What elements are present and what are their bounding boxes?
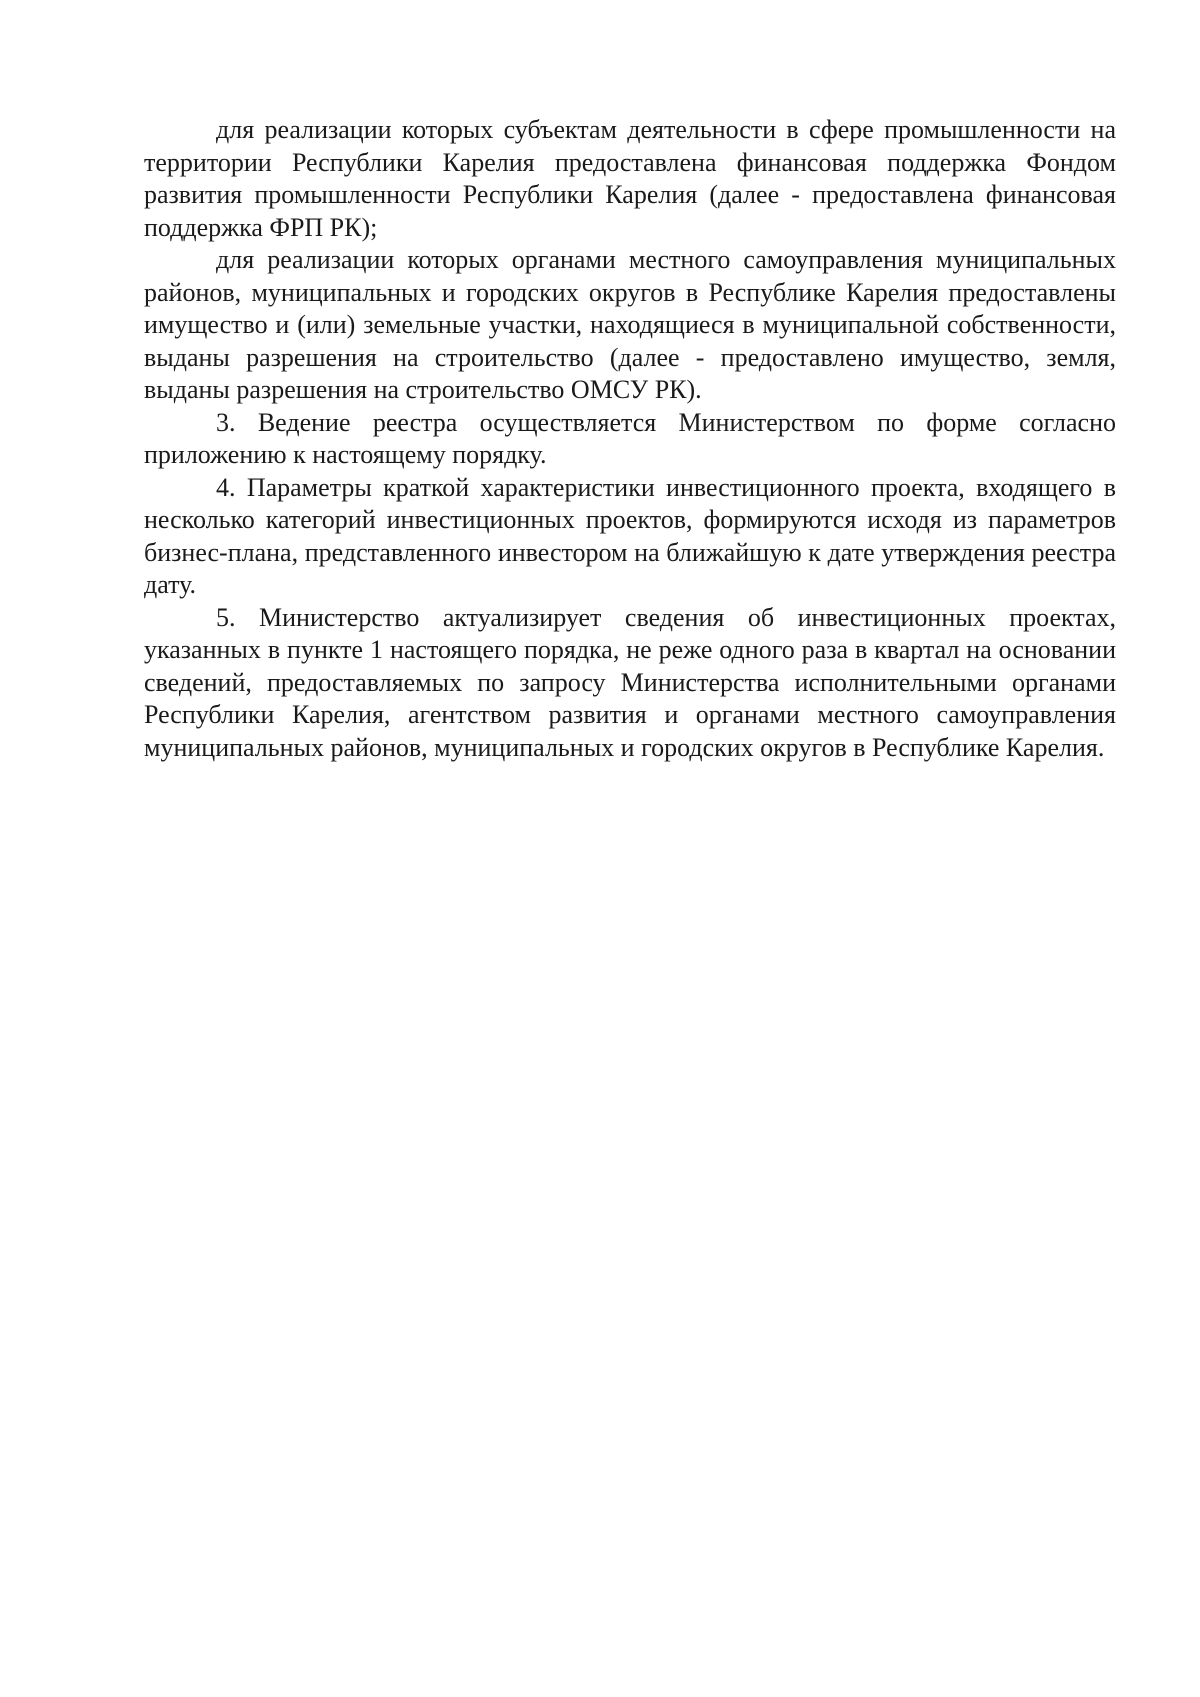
paragraph-item-3: 3. Ведение реестра осуществляется Министерством по форме согласно приложению к настоящему порядку. <box>144 407 1116 469</box>
paragraph-item-4: 4. Параметры краткой характеристики инвестиционного проекта, входящего в несколько категорий инвестиционных проектов, формируются исходя из параметров бизнес-плана, представленного инвестором на ближайшую к дате утверждения реестра дату. <box>144 472 1116 599</box>
paragraph-item-5: 5. Министерство актуализирует сведения об инвестиционных проектах, указанных в пункте 1 настоящего порядка, не реже одного раза в квартал на основании сведений, предоставляемых по запросу Министерства исполнительными органами Республики Карелия, агентством развития и органами местного самоуправления муниципальных районов, муниципальных и городских округов в Республике Карелия. <box>144 602 1116 762</box>
paragraph-omsu-property: для реализации которых органами местного самоуправления муниципальных районов, муниципальных и городских округов в Республике Карелия предоставлены имущество и (или) земельные участки, находящиеся в муниципальной собственности, выданы разрешения на строительство (далее - предоставлено имущество, земля, выданы разрешения на строительство ОМСУ РК). <box>144 245 1116 404</box>
document-body <box>144 114 1116 764</box>
paragraph-frp-support: для реализации которых субъектам деятельности в сфере промышленности на территории Республики Карелия предоставлена финансовая поддержка Фондом развития промышленности Республики Карелия (далее - предоставлена финансовая поддержка ФРП РК); <box>144 115 1116 242</box>
